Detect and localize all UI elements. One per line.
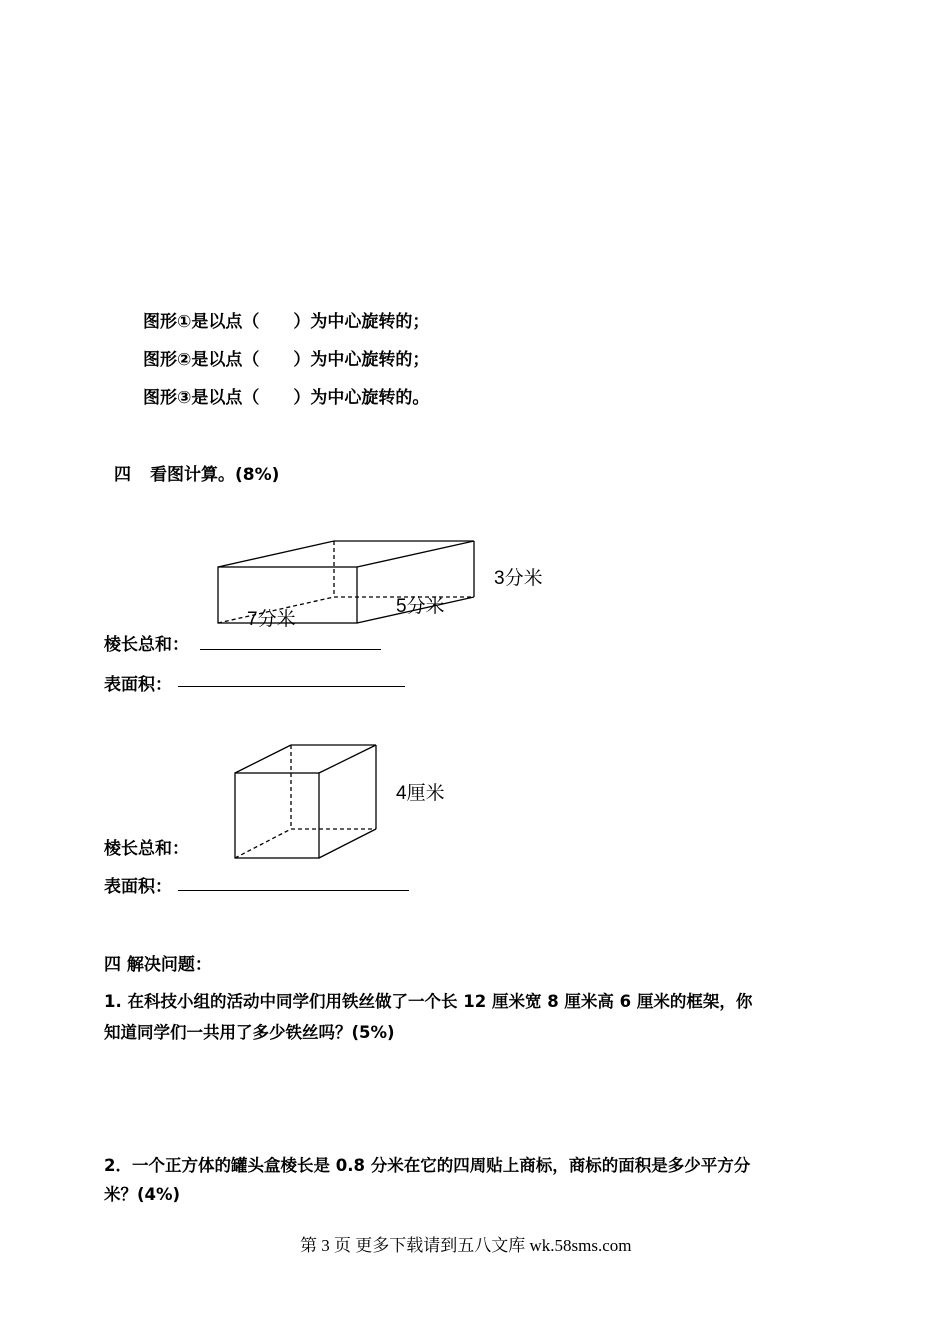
- cuboid-length-label: 7分米: [247, 609, 296, 630]
- cube-top-left-edge: [235, 745, 291, 773]
- cube-surface-area-blank[interactable]: [178, 890, 409, 891]
- page-footer: 第 3 页 更多下载请到五八文库 wk.58sms.com: [300, 1236, 632, 1255]
- cube-hidden-left-bottom: [235, 829, 291, 858]
- problem-1-line-1: 1. 在科技小组的活动中同学们用铁丝做了一个长 12 厘米宽 8 厘米高 6 厘米的框架，你: [104, 992, 753, 1011]
- cube-edge-label: 4厘米: [396, 783, 445, 804]
- cuboid-height-label: 3分米: [494, 568, 543, 589]
- cuboid-surface-area-blank[interactable]: [178, 686, 405, 687]
- rotation-line-3: 图形③是以点（ ）为中心旋转的。: [143, 388, 430, 408]
- cuboid-surface-area-label: 表面积：: [104, 675, 172, 695]
- rotation-line-1: 图形①是以点（ ）为中心旋转的；: [143, 312, 430, 332]
- problems-header: 四 解决问题：: [104, 955, 212, 975]
- cuboid-top-right-edge: [357, 541, 474, 567]
- problem-2-line-1: 2．一个正方体的罐头盒棱长是 0.8 分米在它的四周贴上商标，商标的面积是多少平方分: [104, 1156, 751, 1175]
- section-title: 看图计算。(8%): [150, 465, 280, 485]
- cube-top-right-edge: [319, 745, 376, 773]
- cube-edge-sum-label: 棱长总和：: [104, 839, 189, 859]
- rotation-line-2: 图形②是以点（ ）为中心旋转的；: [143, 350, 430, 370]
- problem-1-line-2: 知道同学们一共用了多少铁丝吗？(5%): [104, 1023, 395, 1042]
- cuboid-edge-sum-label: 棱长总和：: [104, 635, 189, 655]
- cuboid-edge-sum-blank[interactable]: [200, 649, 381, 650]
- cube-bottom-right-edge: [319, 829, 376, 858]
- cuboid-width-label: 5分米: [396, 596, 445, 617]
- cube-front-face: [235, 773, 319, 858]
- cuboid-top-left-edge: [218, 541, 334, 567]
- cube-surface-area-label: 表面积：: [104, 877, 172, 897]
- problem-2-line-2: 米？(4%): [104, 1185, 181, 1204]
- section-number: 四: [114, 465, 131, 485]
